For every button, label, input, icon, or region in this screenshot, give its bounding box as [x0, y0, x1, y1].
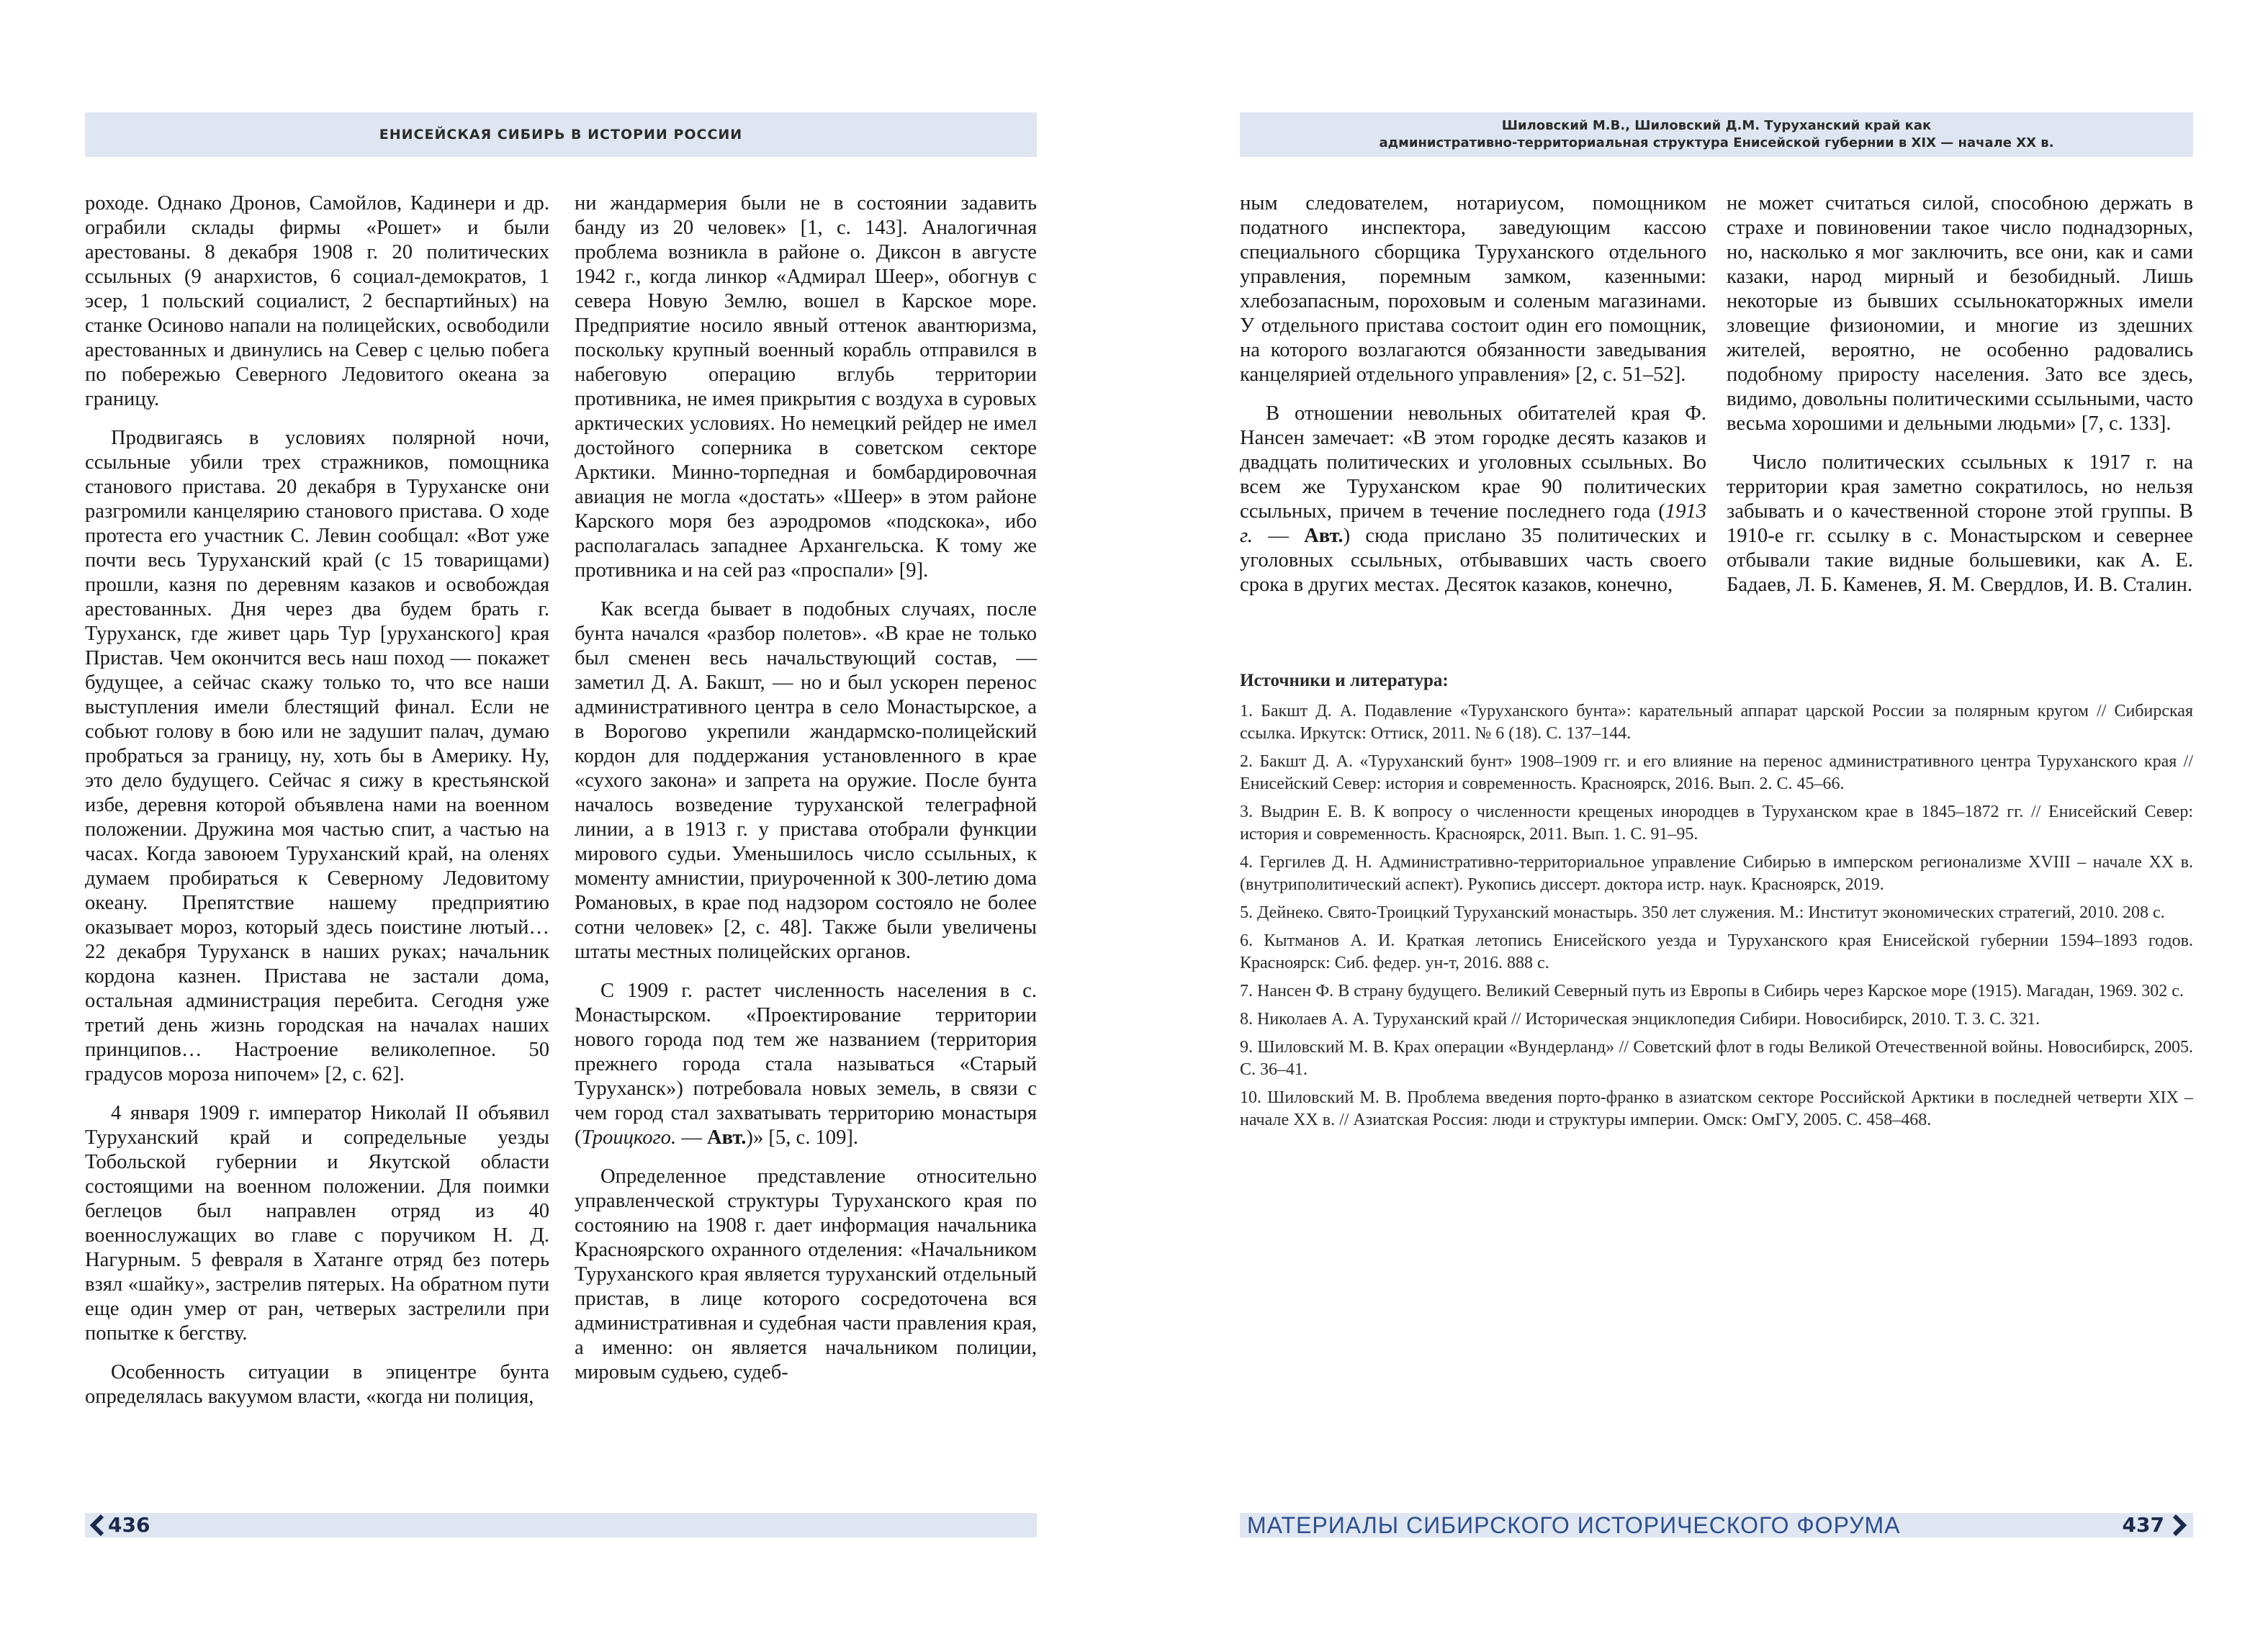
left-header-title: ЕНИСЕЙСКАЯ СИБИРЬ В ИСТОРИИ РОССИИ — [379, 127, 743, 143]
chevron-left-icon — [89, 1514, 105, 1536]
reference-item: 7. Нансен Ф. В страну будущего. Великий Северный путь из Европы в Сибирь через Карское море (1915). Магадан, 1969. 302 с. — [1240, 982, 2184, 1001]
paragraph: Продвигаясь в условиях полярной ночи, ссыльные убили трех стражников, помощника станового пристава. 20 декабря в Туруханске они разгромили канцелярию станового пристава. О ходе протеста его участник С. Левин сообщал: «Вот уже почти весь Туруханский край (с 15 товарищами) прошли, казня по деревням казаков и освобождая арестованных. Дня через два будем брать г. Туруханск, где живет царь Тур [уруханского] края Пристав. Чем окончится весь наш поход — покажет будущее, а сейчас скажу только то, что все наши выступления имели блестящий финал. Если не собьют голову в бою или не задушит палач, думаю пробраться за границу, ну, хоть бы в Америку. Ну, это дело будущего. Сейчас я сижу в крестьянской избе, деревня которой объявлена нами на военном положении. Дружина моя частью спит, а частью на часах. Когда завоюем Туруханский край, на оленях думаем пробираться к Северному Ледовитому океану. Препятствие нашему предприятию оказывает мороз, который здесь поистине лютый… 22 декабря Туруханск в наших руках; начальник кордона казнен. Пристава не застали дома, остальная администрация перебита. Сегодня уже третий день жизнь городская на началах наших принципов… Настроение великолепное. 50 градусов мороза нипочем» [2, с. 62]. — [85, 427, 549, 1085]
right-page-column-1 — [1240, 191, 1706, 612]
left-running-header — [85, 112, 1037, 157]
references-heading: Источники и литература: — [1240, 671, 1449, 690]
journal-title: МАТЕРИАЛЫ СИБИРСКОГО ИСТОРИЧЕСКОГО ФОРУМА — [1247, 1512, 1901, 1538]
reference-item: 10. Шиловский М. В. Проблема введения порто-франко в азиатском секторе Российской Арктики в последней четверти XIX – начале XX в. // Азиатская Россия: люди и структуры империи. Омск: ОмГУ, 2005. С. 458–468. — [1240, 1088, 2193, 1129]
page-number-right: 437 — [2122, 1513, 2164, 1537]
reference-item: 2. Бакшт Д. А. «Туруханский бунт» 1908–1909 гг. и его влияние на перенос административного центра Туруханского края // Енисейский Север: история и современность. Красноярск, 2016. Вып. 2. С. 45–66. — [1240, 752, 2193, 793]
reference-item: 6. Кытманов А. И. Краткая летопись Енисейского уезда и Туруханского края Енисейской губернии 1594–1893 годов. Красноярск: Сиб. федер. ун-т, 2016. 888 с. — [1240, 931, 2193, 972]
paragraph: ни жандармерия были не в состоянии задавить банду из 20 человек» [1, с. 143]. Аналогичная проблема возникла в районе о. Диксон в августе 1942 г., когда линкор «Адмирал Шеер», обогнув с севера Новую Землю, вошел в Карское море. Предприятие носило явный оттенок авантюризма, поскольку крупный военный корабль отправился в набеговую операцию вглубь территории противника, не имея прикрытия с воздуха в суровых арктических условиях. Но немецкий рейдер не имел достойного соперника в советском секторе Арктики. Минно-торпедная и бомбардировочная авиация не могла «достать» «Шеер» в этом районе Карского моря без аэродромов «подскока», ибо располагалась западнее Архангельска. К тому же противника и на сей раз «проспали» [9]. — [575, 192, 1037, 582]
reference-item: 1. Бакшт Д. А. Подавление «Туруханского бунта»: карательный аппарат царской России за полярным кругом // Сибирская ссылка. Иркутск: Оттиск, 2011. № 6 (18). С. 137–144. — [1240, 702, 2193, 743]
page-number-left: 436 — [108, 1513, 150, 1537]
paragraph: Как всегда бывает в подобных случаях, после бунта начался «разбор полетов». «В крае не только был сменен весь начальствующий состав, — заметил Д. А. Бакшт, — но и был ускорен перенос административного центра в село Монастырское, а в Ворогово укрепили жандармско-полицейский кордон для поддержания установленного в крае «сухого закона» и запрета на оружие. После бунта началось возведение туруханской телеграфной линии, а в 1913 г. у пристава отобрали функции мирового судьи. Уменьшилось число ссыльных, к моменту амнистии, приуроченной к 300-летию дома Романовых, в крае под надзором состояло не более сотни человек» [2, с. 48]. Также были увеличены штаты местных полицейских органов. — [575, 598, 1037, 963]
paragraph: ным следователем, нотариусом, помощником податного инспектора, заведующим кассою специального сборщика Туруханского отдельного управления, поремным замком, казенными: хлебозапасным, пороховым и соленым магазинами. У отдельного пристава состоит один его помощник, на которого возлагаются обязанности заведывания канцелярией отдельного управления» [2, с. 51–52]. — [1240, 192, 1706, 386]
reference-item: 9. Шиловский М. В. Крах операции «Вундерланд» // Советский флот в годы Великой Отечественной войны. Новосибирск, 2005. С. 36–41. — [1240, 1038, 2193, 1079]
paragraph: Определенное представление относительно управленческой структуры Туруханского края по состоянию на 1908 г. дает информация начальника Красноярского охранного отделения: «Начальником Туруханского края является туруханский отдельный пристав, в лице которого сосредоточена вся административная и судебная части правления края, а именно: он является начальником полиции, мировым судьею, судеб- — [575, 1165, 1037, 1383]
reference-item: 8. Николаев А. А. Туруханский край // Историческая энциклопедия Сибири. Новосибирск, 2010. Т. 3. С. 321. — [1240, 1010, 2040, 1029]
paragraph: не может считаться силой, способною держать в страхе и повиновении такое число поднадзорных, но, насколько я мог заключить, все они, как и сами казаки, народ мирный и безобидный. Лишь некоторые из бывших ссыльнокаторжных имели зловещие физиономии, и многие из здешних жителей, вероятно, не особенно радовались подобному приросту населения. Зато все здесь, видимо, довольны политическими ссыльными, часто весьма хорошими и дельными людьми» [7, с. 133]. — [1727, 192, 2193, 435]
paragraph: С 1909 г. растет численность населения в с. Монастырском. «Проектирование территории нового города под тем же названием (территория прежнего города стала называться «Старый Туруханск») потребовала новых земель, в связи с чем город стал захватывать территорию монастыря (Троицкого. — Авт.)» [5, с. 109]. — [575, 980, 1037, 1149]
paragraph: Число политических ссыльных к 1917 г. на территории края заметно сократилось, но нельзя забывать и о качественной стороне этой группы. В 1910-е гг. ссылку в с. Монастырском и севернее отбывали такие видные большевики, как А. Е. Бадаев, Л. Б. Каменев, Я. М. Свердлов, И. В. Сталин. — [1727, 451, 2193, 596]
reference-item: 5. Дейнеко. Свято-Троицкий Туруханский монастырь. 350 лет служения. М.: Институт экономических стратегий, 2010. 208 с. — [1240, 903, 2165, 922]
right-page-column-2 — [1727, 191, 2193, 612]
right-header-line2: административно-территориальная структура Енисейской губернии в XIX — начале XX в. — [1379, 135, 2054, 150]
left-page-column-2 — [575, 191, 1037, 1399]
reference-item: 4. Гергилев Д. Н. Административно-территориальное управление Сибирью в имперском регионализме XVIII – начале XX в. (внутриполитический аспект). Рукопись диссерт. доктора истр. наук. Красноярск, 2019. — [1240, 853, 2193, 894]
paragraph: роходе. Однако Дронов, Самойлов, Кадинери и др. ограбили склады фирмы «Рошет» и были арестованы. 8 декабря 1908 г. 20 политических ссыльных (9 анархистов, 6 социал-демократов, 1 эсер, 1 польский социалист, 2 беспартийных) на станке Осиново напали на полицейских, освободили арестованных и двинулись на Север с целью побега по побережью Северного Ледовитого океана за границу. — [85, 192, 549, 410]
paragraph: В отношении невольных обитателей края Ф. Нансен замечает: «В этом городке десять казаков и двадцать политических и уголовных ссыльных. Во всем же Туруханском крае 90 политических ссыльных, причем в течение последнего года (1913 г. — Авт.) сюда прислано 35 политических и уголовных ссыльных, отбывавших часть своего срока в других местах. Десяток казаков, конечно, — [1240, 402, 1706, 596]
paragraph: 4 января 1909 г. император Николай II объявил Туруханский край и сопредельные уезды Тобольской губернии и Якутской области состоящими на военном положении. Для поимки беглецов был направлен отряд из 40 военнослужащих во главе с поручиком Н. Д. Нагурным. 5 февраля в Хатанге отряд без потерь взял «шайку», застрелив пятерых. На обратном пути еще один умер от ран, четверых застрелили при попытке к бегству. — [85, 1102, 549, 1345]
right-running-header — [1240, 112, 2193, 157]
paragraph: Особенность ситуации в эпицентре бунта определялась вакуумом власти, «когда ни полиция, — [85, 1361, 549, 1408]
references-section — [1240, 669, 2193, 1137]
left-footer — [85, 1513, 1037, 1537]
chevron-right-icon — [2172, 1514, 2187, 1536]
reference-item: 3. Выдрин Е. В. К вопросу о численности крещеных инородцев в Туруханском крае в 1845–1872 гг. // Енисейский Север: история и современность. Красноярск, 2011. Вып. 1. С. 91–95. — [1240, 803, 2193, 844]
right-footer — [1240, 1513, 2193, 1537]
left-page-column-1 — [85, 191, 549, 1424]
right-header-line1: Шиловский М.В., Шиловский Д.М. Туруханский край как — [1501, 118, 1932, 133]
